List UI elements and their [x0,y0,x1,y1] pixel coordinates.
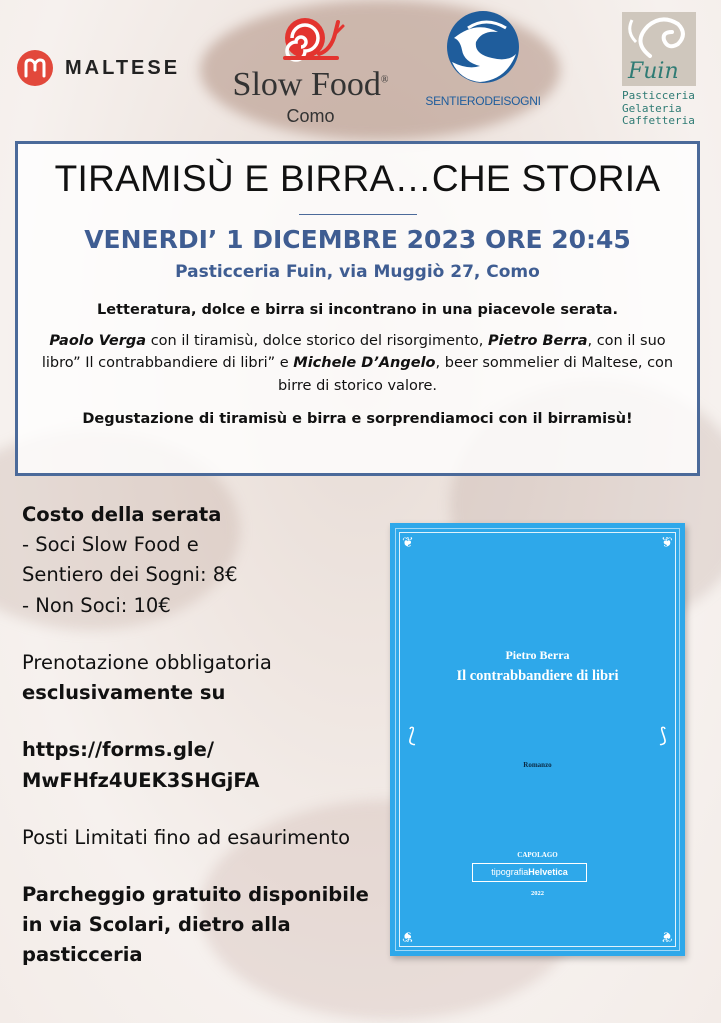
slowfood-city: Como [286,106,335,126]
corner-ornament-icon: ❦ [402,928,414,944]
event-place: Pasticceria Fuin, via Muggiò 27, Como [175,262,540,282]
event-info-box [15,141,700,476]
fuin-wordmark: Fuin [628,59,679,84]
cost-nonmembers: - Non Soci: 10€ [22,593,171,617]
event-title: TIRAMISÙ E BIRRA…CHE STORIA [54,158,661,199]
cost-members: - Soci Slow Food e [22,533,199,557]
corner-ornament-icon: ❦ [661,928,673,944]
sentiero-logo [418,10,548,108]
book-year: 2022 [531,890,544,897]
booking-note-cont: esclusivamente su [22,681,226,705]
sentiero-wordmark: SENTIERODEISOGNI [425,94,541,108]
book-title: Il contrabbandiere di libri [456,668,619,684]
maltese-wordmark: MALTESE [65,56,181,79]
sentiero-wave-icon [446,10,520,84]
speaker-name: Michele D’Angelo [293,355,436,372]
side-ornament-icon: ⟆ [659,723,667,747]
side-ornament-icon: ⟅ [408,723,416,747]
parking-note: Parcheggio gratuito disponibile [22,882,369,906]
parking-note-end: pasticceria [22,943,143,967]
maltese-logo [17,50,180,86]
speaker-name: Pietro Berra [487,333,588,349]
slowfood-wordmark: Slow Food® [232,66,389,103]
fuin-emblem [622,12,696,86]
booking-note: Prenotazione obbligatoria [22,650,272,674]
book-imprint: tipografiaHelvetica [472,863,587,882]
event-description: Paolo Verga con il tiramisù, dolce storico del risorgimento, Pietro Berra, con il suo libro” Il contrabbandiere di libri” e Michele D’Angelo, beer sommelier di Maltese, con birre di storico valore. [41,333,674,394]
booking-url-cont[interactable]: MwFHfz4UEK3SHGjFA [22,768,260,792]
limited-seats-note: Posti Limitati fino ad esaurimento [22,825,351,849]
maltese-m-icon [17,50,53,86]
book-cover [390,523,685,956]
cost-heading: Costo della serata [22,503,222,526]
booking-url[interactable]: https://forms.gle/ [22,738,214,762]
parking-note-cont: in via Scolari, dietro alla [22,913,291,937]
event-tasting: Degustazione di tiramisù e birra e sorprendiamoci con il birramisù! [82,411,633,428]
slowfood-logo [228,14,393,127]
book-author: Pietro Berra [505,648,570,662]
event-date: VENERDI’ 1 DICEMBRE 2023 ORE 20:45 [84,225,631,254]
event-intro: Letteratura, dolce e birra si incontrano in una piacevole serata. [97,302,618,318]
book-genre: Romanzo [523,761,552,769]
corner-ornament-icon: ❦ [661,535,673,551]
book-frame-outer [395,528,680,951]
fuin-swirl-icon [622,12,696,62]
title-divider [299,214,417,215]
corner-ornament-icon: ❦ [402,535,414,551]
cost-members-cont: Sentiero dei Sogni: 8€ [22,563,238,587]
book-publisher: CAPOLAGO [517,851,558,859]
speaker-name: Paolo Verga [49,333,147,349]
fuin-logo [622,12,698,128]
event-details [22,500,382,971]
fuin-subtitle: Pasticceria Gelateria Caffetteria [622,89,695,128]
snail-icon [275,14,347,62]
